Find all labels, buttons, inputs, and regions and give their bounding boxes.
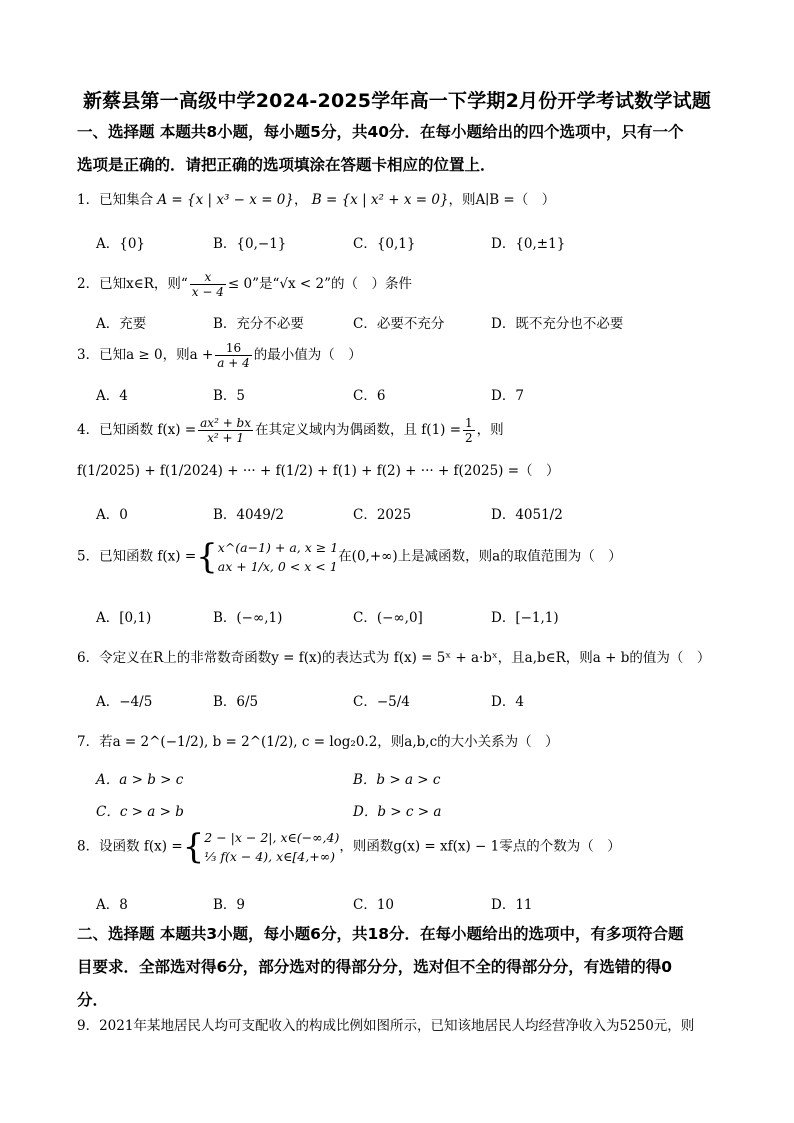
option-d[interactable]: D．{0,±1} (491, 236, 566, 252)
left-brace-icon: { (182, 827, 205, 867)
question-1-stem: 1．已知集合 A = {x | x³ − x = 0}， B = {x | x² + x = 0}，则A∣B =（ ） (77, 192, 556, 208)
fraction: $\frac{\text{ax² + bx}}{\text{x² + 1}}$ (200, 416, 252, 445)
option-c[interactable]: C．{0,1} (353, 236, 416, 252)
option-a[interactable]: A．−4/5 (96, 694, 153, 710)
option-a[interactable]: A．8 (96, 897, 128, 913)
section-2-line-2: 目要求．全部选对得6分，部分选对的得部分分，选对但不全的得部分分，有选错的得0 (77, 958, 673, 976)
option-a[interactable]: A．[0,1) (96, 610, 152, 626)
question-1-options (96, 232, 696, 262)
question-4-expression: f(1/2025) + f(1/2024) + ··· + f(1/2) + f(1) + f(2) + ··· + f(2025) =（ ） (77, 463, 560, 479)
option-d[interactable]: D．[−1,1) (491, 610, 559, 626)
question-4-options (96, 503, 696, 533)
left-brace-icon: { (196, 537, 218, 577)
option-a[interactable]: A．a > b > c (96, 772, 184, 788)
question-7-options-row-2 (96, 800, 696, 830)
option-b[interactable]: B．(−∞,1) (213, 610, 283, 626)
section-1-line-1: 一、选择题 本题共8小题，每小题5分，共40分．在每小题给出的四个选项中，只有一个 (77, 123, 684, 141)
option-a[interactable]: A．{0} (96, 236, 146, 252)
question-3-stem: 3．已知a ≥ 0，则a + $\frac{16}{a + 4}$ 的最小值为（ ） (77, 341, 362, 370)
option-b[interactable]: B．9 (213, 897, 246, 913)
question-7-options-row-1 (96, 768, 696, 798)
fraction: $\frac{x}{x - 4}$ (191, 270, 224, 299)
fraction: $\frac{1}{2}$ (465, 416, 473, 445)
option-d[interactable]: D．b > c > a (353, 804, 442, 820)
section-1-line-2: 选项是正确的．请把正确的选项填涂在答题卡相应的位置上． (77, 156, 496, 174)
question-3-options (96, 384, 696, 414)
option-c[interactable]: C．10 (353, 897, 395, 913)
question-2-options (96, 312, 696, 342)
option-d[interactable]: D．4051/2 (491, 507, 563, 523)
question-5-options (96, 606, 696, 636)
piecewise-cases: x^(a−1) + a, x ≥ 1 ax + 1/x, 0 < x < 1 (217, 540, 339, 574)
question-6-stem: 6．令定义在R上的非常数奇函数y = f(x)的表达式为 f(x) = 5ˣ + a·bˣ，且a,b∈R，则a + b的值为（ ） (77, 650, 711, 666)
question-8-stem: 8．设函数 f(x) ={ 2 − |x − 2|, x∈(−∞,4) ⅓ f(x − 4), x∈[4,+∞) ，则函数g(x) = xf(x) − 1零点的个数为（ ） (77, 827, 621, 867)
option-a[interactable]: A．充要 (96, 316, 147, 332)
fraction: $\frac{16}{a + 4}$ (217, 341, 250, 370)
question-2-stem: 2．已知x∈R，则“ $\frac{x}{x - 4}$ ≤ 0”是“√x < 2”的（ ）条件 (77, 270, 412, 299)
option-b[interactable]: B．{0,−1} (213, 236, 287, 252)
option-b[interactable]: B．5 (213, 388, 246, 404)
option-a[interactable]: A．4 (96, 388, 128, 404)
question-7-stem: 7．若a = 2^(−1/2), b = 2^(1/2), c = log₂0.2，则a,b,c的大小关系为（ ） (77, 734, 559, 750)
question-6-options (96, 690, 696, 720)
section-1-header (77, 116, 717, 182)
question-9-stem: 9．2021年某地居民人均可支配收入的构成比例如图所示，已知该地居民人均经营净收入为5250元，则 (77, 1018, 695, 1034)
option-a[interactable]: A．0 (96, 507, 128, 523)
option-b[interactable]: B．6/5 (213, 694, 259, 710)
option-d[interactable]: D．4 (491, 694, 524, 710)
option-c[interactable]: C．−5/4 (353, 694, 410, 710)
option-c[interactable]: C．c > a > b (96, 804, 184, 820)
option-b[interactable]: B．b > a > c (353, 772, 441, 788)
option-c[interactable]: C．必要不充分 (353, 316, 445, 332)
section-2-line-3: 分． (77, 991, 109, 1009)
question-5-stem: 5．已知函数 f(x) ={ x^(a−1) + a, x ≥ 1 ax + 1/x, 0 < x < 1 在(0,+∞)上是减函数，则a的取值范围为（ ） (77, 537, 622, 577)
option-c[interactable]: C．(−∞,0] (353, 610, 423, 626)
question-number: 1． (77, 192, 100, 208)
set-a: A = {x | x³ − x = 0} (157, 192, 294, 208)
option-d[interactable]: D．7 (491, 388, 524, 404)
page-title: 新蔡县第一高级中学2024-2025学年高一下学期2月份开学考试数学试题 (82, 90, 712, 112)
section-2-line-1: 二、选择题 本题共3小题，每小题6分，共18分．在每小题给出的选项中，有多项符合题 (77, 925, 684, 943)
set-b: B = {x | x² + x = 0} (311, 192, 449, 208)
section-2-header (77, 918, 717, 1017)
option-d[interactable]: D．11 (491, 897, 533, 913)
option-d[interactable]: D．既不充分也不必要 (491, 316, 624, 332)
question-4-stem: 4．已知函数 f(x) = $\frac{\text{ax² + bx}}{\text{x² + 1}}$ 在其定义域内为偶函数，且 f(1) = $\frac{1}{2}$ ，则 (77, 416, 504, 445)
piecewise-cases: 2 − |x − 2|, x∈(−∞,4) ⅓ f(x − 4), x∈[4,+∞) (204, 830, 340, 864)
option-b[interactable]: B．充分不必要 (213, 316, 304, 332)
option-b[interactable]: B．4049/2 (213, 507, 284, 523)
option-c[interactable]: C．2025 (353, 507, 412, 523)
option-c[interactable]: C．6 (353, 388, 386, 404)
